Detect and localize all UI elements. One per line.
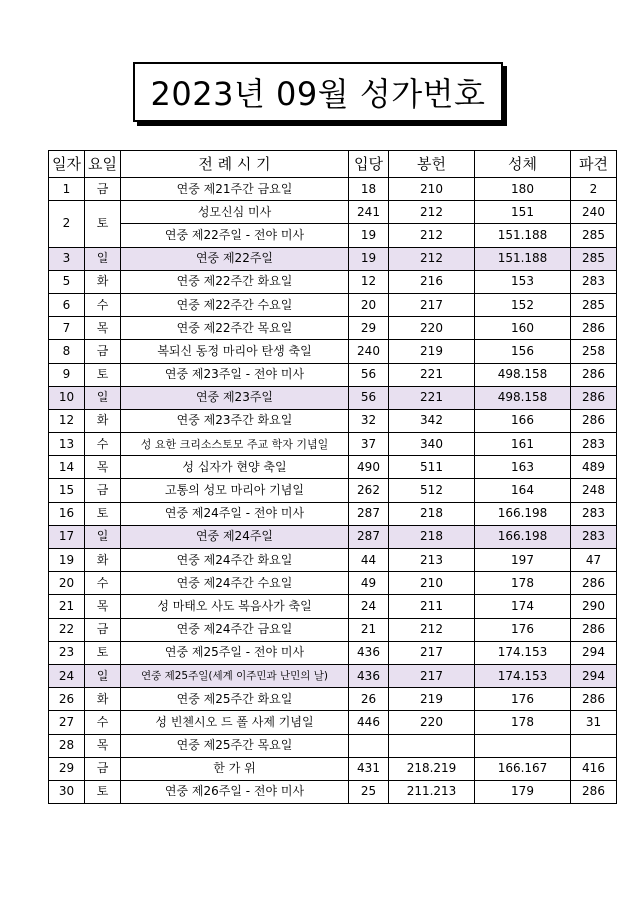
dismissal-cell: 286 <box>571 688 617 711</box>
day-cell: 10 <box>49 386 85 409</box>
liturgy-cell: 고통의 성모 마리아 기념일 <box>121 479 349 502</box>
day-cell: 6 <box>49 293 85 316</box>
weekday-cell: 목 <box>85 456 121 479</box>
table-row <box>49 502 617 525</box>
offertory-cell <box>389 734 475 757</box>
communion-cell <box>475 734 571 757</box>
dismissal-cell: 286 <box>571 386 617 409</box>
communion-cell: 166.198 <box>475 525 571 548</box>
offertory-cell: 217 <box>389 664 475 687</box>
offertory-cell: 218 <box>389 502 475 525</box>
offertory-cell: 220 <box>389 711 475 734</box>
dismissal-cell: 294 <box>571 664 617 687</box>
table-row <box>49 433 617 456</box>
dismissal-cell: 286 <box>571 780 617 803</box>
entrance-cell: 18 <box>349 178 389 201</box>
table-row <box>49 201 617 224</box>
entrance-cell: 436 <box>349 641 389 664</box>
dismissal-cell: 286 <box>571 618 617 641</box>
dismissal-cell: 294 <box>571 641 617 664</box>
dismissal-cell: 258 <box>571 340 617 363</box>
offertory-cell: 511 <box>389 456 475 479</box>
entrance-cell: 56 <box>349 363 389 386</box>
dismissal-cell: 489 <box>571 456 617 479</box>
weekday-cell: 수 <box>85 293 121 316</box>
entrance-cell: 37 <box>349 433 389 456</box>
entrance-cell: 26 <box>349 688 389 711</box>
communion-cell: 174.153 <box>475 664 571 687</box>
dismissal-cell: 47 <box>571 549 617 572</box>
liturgy-cell: 성 십자가 현양 축일 <box>121 456 349 479</box>
dismissal-cell: 286 <box>571 572 617 595</box>
weekday-cell: 목 <box>85 595 121 618</box>
day-cell: 2 <box>49 201 85 247</box>
dismissal-cell: 286 <box>571 409 617 432</box>
weekday-cell: 일 <box>85 247 121 270</box>
communion-cell: 152 <box>475 293 571 316</box>
table-row-sunday <box>49 525 617 548</box>
communion-cell: 151.188 <box>475 224 571 247</box>
offertory-cell: 512 <box>389 479 475 502</box>
table-row <box>49 641 617 664</box>
offertory-cell: 211 <box>389 595 475 618</box>
communion-cell: 151 <box>475 201 571 224</box>
offertory-cell: 212 <box>389 618 475 641</box>
entrance-cell: 287 <box>349 525 389 548</box>
day-cell: 16 <box>49 502 85 525</box>
liturgy-cell: 연중 제22주간 수요일 <box>121 293 349 316</box>
entrance-cell: 21 <box>349 618 389 641</box>
entrance-cell: 19 <box>349 224 389 247</box>
offertory-cell: 340 <box>389 433 475 456</box>
liturgy-cell: 연중 제23주일 - 전야 미사 <box>121 363 349 386</box>
header-dismissal: 파견 <box>571 151 617 178</box>
communion-cell: 498.158 <box>475 363 571 386</box>
table-row-sunday <box>49 386 617 409</box>
liturgy-cell: 연중 제23주간 화요일 <box>121 409 349 432</box>
day-cell: 17 <box>49 525 85 548</box>
day-cell: 28 <box>49 734 85 757</box>
weekday-cell: 토 <box>85 363 121 386</box>
weekday-cell: 일 <box>85 386 121 409</box>
offertory-cell: 220 <box>389 317 475 340</box>
weekday-cell: 수 <box>85 433 121 456</box>
entrance-cell: 431 <box>349 757 389 780</box>
liturgy-cell: 연중 제23주일 <box>121 386 349 409</box>
communion-cell: 163 <box>475 456 571 479</box>
dismissal-cell: 2 <box>571 178 617 201</box>
day-cell: 19 <box>49 549 85 572</box>
dismissal-cell: 240 <box>571 201 617 224</box>
weekday-cell: 토 <box>85 502 121 525</box>
offertory-cell: 218.219 <box>389 757 475 780</box>
communion-cell: 156 <box>475 340 571 363</box>
offertory-cell: 342 <box>389 409 475 432</box>
weekday-cell: 일 <box>85 664 121 687</box>
day-cell: 12 <box>49 409 85 432</box>
header-weekday: 요일 <box>85 151 121 178</box>
liturgy-cell: 복되신 동정 마리아 탄생 축일 <box>121 340 349 363</box>
offertory-cell: 210 <box>389 572 475 595</box>
communion-cell: 164 <box>475 479 571 502</box>
weekday-cell: 토 <box>85 641 121 664</box>
day-cell: 23 <box>49 641 85 664</box>
table-row <box>49 757 617 780</box>
weekday-cell: 목 <box>85 734 121 757</box>
entrance-cell: 29 <box>349 317 389 340</box>
entrance-cell: 24 <box>349 595 389 618</box>
communion-cell: 179 <box>475 780 571 803</box>
liturgy-cell: 연중 제26주일 - 전야 미사 <box>121 780 349 803</box>
liturgy-cell: 연중 제25주일 - 전야 미사 <box>121 641 349 664</box>
table-row <box>49 409 617 432</box>
day-cell: 20 <box>49 572 85 595</box>
offertory-cell: 211.213 <box>389 780 475 803</box>
entrance-cell <box>349 734 389 757</box>
weekday-cell: 일 <box>85 525 121 548</box>
day-cell: 15 <box>49 479 85 502</box>
offertory-cell: 212 <box>389 247 475 270</box>
dismissal-cell: 286 <box>571 363 617 386</box>
liturgy-cell: 연중 제25주간 목요일 <box>121 734 349 757</box>
table-row <box>49 595 617 618</box>
table-row <box>49 549 617 572</box>
day-cell: 13 <box>49 433 85 456</box>
liturgy-cell: 성모신심 미사 <box>121 201 349 224</box>
communion-cell: 498.158 <box>475 386 571 409</box>
entrance-cell: 44 <box>349 549 389 572</box>
dismissal-cell: 283 <box>571 525 617 548</box>
table-row <box>49 293 617 316</box>
offertory-cell: 217 <box>389 641 475 664</box>
weekday-cell: 금 <box>85 340 121 363</box>
communion-cell: 178 <box>475 572 571 595</box>
table-row <box>49 711 617 734</box>
communion-cell: 176 <box>475 688 571 711</box>
header-entrance: 입당 <box>349 151 389 178</box>
table-row <box>49 456 617 479</box>
day-cell: 27 <box>49 711 85 734</box>
day-cell: 3 <box>49 247 85 270</box>
weekday-cell: 화 <box>85 688 121 711</box>
weekday-cell: 수 <box>85 572 121 595</box>
day-cell: 26 <box>49 688 85 711</box>
communion-cell: 166.167 <box>475 757 571 780</box>
communion-cell: 174 <box>475 595 571 618</box>
weekday-cell: 토 <box>85 780 121 803</box>
offertory-cell: 219 <box>389 340 475 363</box>
weekday-cell: 화 <box>85 549 121 572</box>
hymn-schedule-table <box>48 150 617 804</box>
dismissal-cell: 286 <box>571 317 617 340</box>
table-row-sunday <box>49 247 617 270</box>
weekday-cell: 금 <box>85 178 121 201</box>
weekday-cell: 목 <box>85 317 121 340</box>
entrance-cell: 446 <box>349 711 389 734</box>
dismissal-cell: 283 <box>571 502 617 525</box>
table-row <box>49 618 617 641</box>
day-cell: 5 <box>49 270 85 293</box>
communion-cell: 176 <box>475 618 571 641</box>
table-row <box>49 270 617 293</box>
entrance-cell: 241 <box>349 201 389 224</box>
liturgy-cell: 한 가 위 <box>121 757 349 780</box>
table-row <box>49 572 617 595</box>
communion-cell: 180 <box>475 178 571 201</box>
weekday-cell: 토 <box>85 201 121 247</box>
liturgy-cell: 연중 제22주일 <box>121 247 349 270</box>
dismissal-cell: 283 <box>571 270 617 293</box>
day-cell: 29 <box>49 757 85 780</box>
communion-cell: 166 <box>475 409 571 432</box>
table-row <box>49 224 617 247</box>
table-row <box>49 178 617 201</box>
liturgy-cell: 연중 제22주일 - 전야 미사 <box>121 224 349 247</box>
entrance-cell: 436 <box>349 664 389 687</box>
communion-cell: 160 <box>475 317 571 340</box>
liturgy-cell: 연중 제24주간 수요일 <box>121 572 349 595</box>
offertory-cell: 213 <box>389 549 475 572</box>
liturgy-cell: 연중 제22주간 목요일 <box>121 317 349 340</box>
dismissal-cell: 416 <box>571 757 617 780</box>
entrance-cell: 287 <box>349 502 389 525</box>
table-row <box>49 688 617 711</box>
dismissal-cell: 248 <box>571 479 617 502</box>
liturgy-cell: 연중 제25주일(세계 이주민과 난민의 날) <box>121 664 349 687</box>
weekday-cell: 수 <box>85 711 121 734</box>
liturgy-cell: 연중 제22주간 화요일 <box>121 270 349 293</box>
table-row-sunday <box>49 664 617 687</box>
offertory-cell: 210 <box>389 178 475 201</box>
entrance-cell: 49 <box>349 572 389 595</box>
day-cell: 7 <box>49 317 85 340</box>
liturgy-cell: 연중 제24주일 - 전야 미사 <box>121 502 349 525</box>
entrance-cell: 25 <box>349 780 389 803</box>
table-row <box>49 340 617 363</box>
communion-cell: 153 <box>475 270 571 293</box>
dismissal-cell: 290 <box>571 595 617 618</box>
weekday-cell: 금 <box>85 618 121 641</box>
day-cell: 8 <box>49 340 85 363</box>
day-cell: 1 <box>49 178 85 201</box>
offertory-cell: 221 <box>389 386 475 409</box>
weekday-cell: 금 <box>85 757 121 780</box>
offertory-cell: 216 <box>389 270 475 293</box>
communion-cell: 151.188 <box>475 247 571 270</box>
offertory-cell: 212 <box>389 201 475 224</box>
offertory-cell: 221 <box>389 363 475 386</box>
offertory-cell: 212 <box>389 224 475 247</box>
header-liturgy: 전 례 시 기 <box>121 151 349 178</box>
weekday-cell: 화 <box>85 270 121 293</box>
table-row <box>49 734 617 757</box>
day-cell: 14 <box>49 456 85 479</box>
communion-cell: 161 <box>475 433 571 456</box>
entrance-cell: 490 <box>349 456 389 479</box>
entrance-cell: 20 <box>349 293 389 316</box>
dismissal-cell <box>571 734 617 757</box>
day-cell: 21 <box>49 595 85 618</box>
header-day: 일자 <box>49 151 85 178</box>
dismissal-cell: 283 <box>571 433 617 456</box>
table-row <box>49 780 617 803</box>
header-communion: 성체 <box>475 151 571 178</box>
dismissal-cell: 285 <box>571 247 617 270</box>
dismissal-cell: 31 <box>571 711 617 734</box>
day-cell: 30 <box>49 780 85 803</box>
offertory-cell: 219 <box>389 688 475 711</box>
liturgy-cell: 연중 제24주간 금요일 <box>121 618 349 641</box>
liturgy-cell: 연중 제25주간 화요일 <box>121 688 349 711</box>
communion-cell: 174.153 <box>475 641 571 664</box>
liturgy-cell: 성 요한 크리소스토모 주교 학자 기념일 <box>121 433 349 456</box>
dismissal-cell: 285 <box>571 224 617 247</box>
table-row <box>49 479 617 502</box>
entrance-cell: 56 <box>349 386 389 409</box>
liturgy-cell: 연중 제21주간 금요일 <box>121 178 349 201</box>
entrance-cell: 240 <box>349 340 389 363</box>
day-cell: 24 <box>49 664 85 687</box>
entrance-cell: 12 <box>349 270 389 293</box>
offertory-cell: 218 <box>389 525 475 548</box>
header-row <box>49 151 617 178</box>
day-cell: 9 <box>49 363 85 386</box>
liturgy-cell: 성 빈첸시오 드 폴 사제 기념일 <box>121 711 349 734</box>
weekday-cell: 금 <box>85 479 121 502</box>
offertory-cell: 217 <box>389 293 475 316</box>
liturgy-cell: 연중 제24주간 화요일 <box>121 549 349 572</box>
table-row <box>49 317 617 340</box>
header-offertory: 봉헌 <box>389 151 475 178</box>
liturgy-cell: 연중 제24주일 <box>121 525 349 548</box>
communion-cell: 197 <box>475 549 571 572</box>
day-cell: 22 <box>49 618 85 641</box>
page-title: 2023년 09월 성가번호 <box>133 62 503 122</box>
liturgy-cell: 성 마태오 사도 복음사가 축일 <box>121 595 349 618</box>
table-row <box>49 363 617 386</box>
entrance-cell: 262 <box>349 479 389 502</box>
weekday-cell: 화 <box>85 409 121 432</box>
entrance-cell: 19 <box>349 247 389 270</box>
dismissal-cell: 285 <box>571 293 617 316</box>
communion-cell: 166.198 <box>475 502 571 525</box>
communion-cell: 178 <box>475 711 571 734</box>
entrance-cell: 32 <box>349 409 389 432</box>
